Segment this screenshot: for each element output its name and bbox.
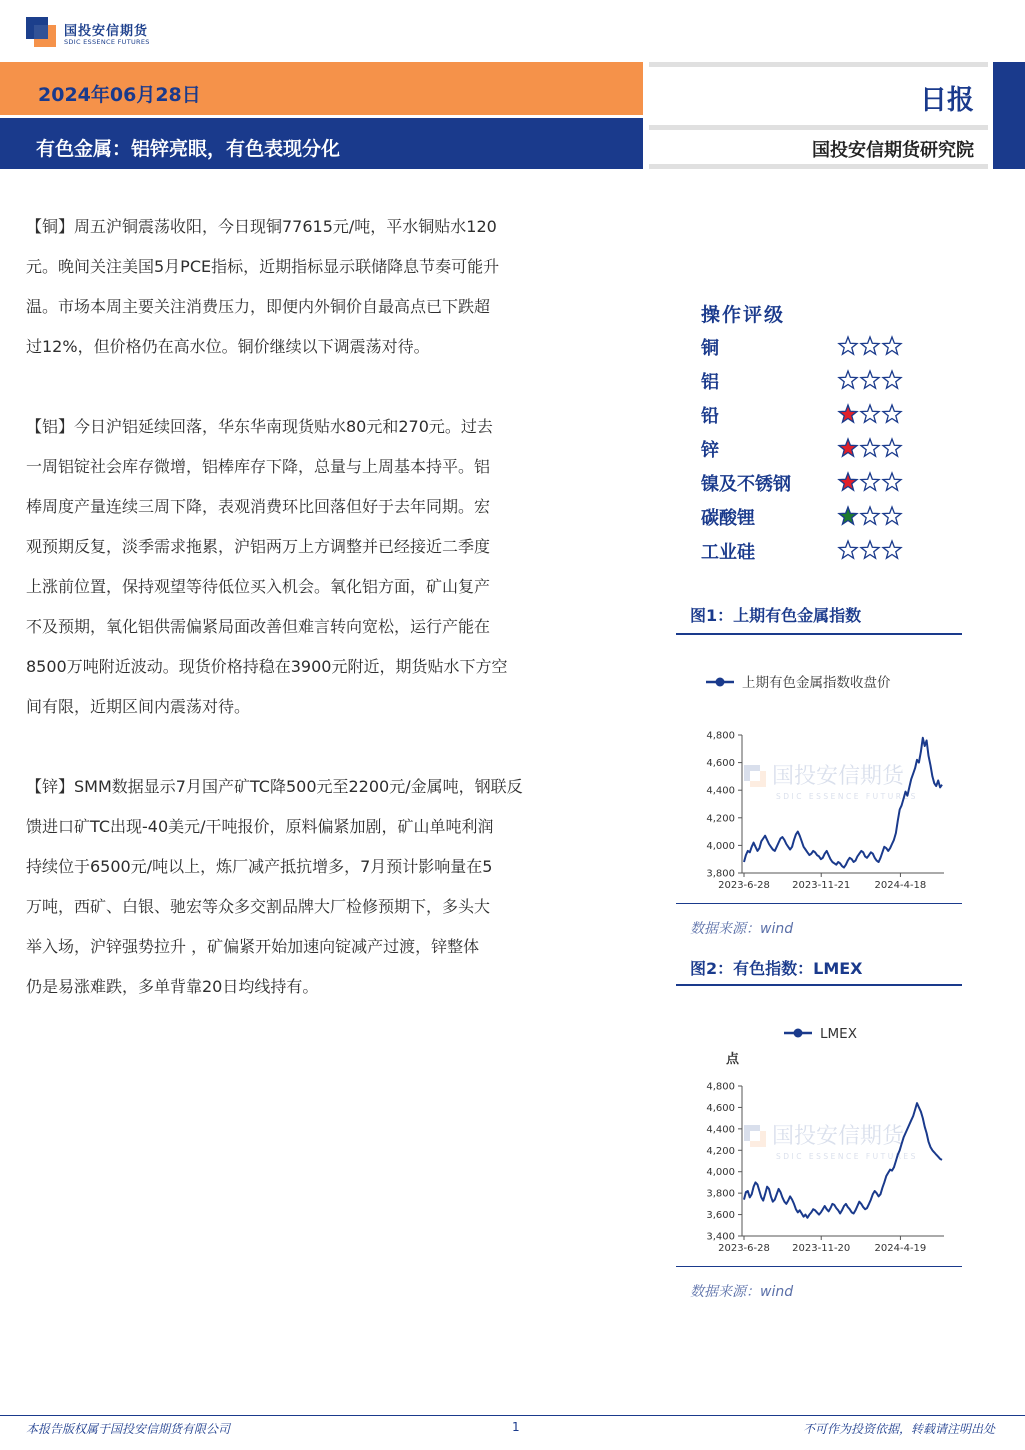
figure-1-top-rule — [676, 633, 962, 635]
paragraph-line: 仍是易涨难跌，多单背靠20日均线持有。 — [26, 977, 319, 996]
y-tick-label: 3,800 — [706, 868, 735, 880]
paragraph-line: 观预期反复，淡季需求拖累，沪铝两万上方调整并已经接近二季度 — [26, 537, 491, 556]
rating-row — [701, 334, 911, 364]
paragraph-line: 一周铝锭社会库存微增，铝棒库存下降，总量与上周基本持平。铝 — [26, 457, 491, 476]
star-outline-icon — [839, 337, 857, 354]
rating-name: 镍及不锈钢 — [701, 474, 791, 495]
rating-name: 碳酸锂 — [701, 508, 755, 529]
chart-legend — [706, 674, 891, 691]
star-outline-icon — [839, 541, 857, 558]
zinc-paragraph — [26, 767, 606, 1007]
paragraph-line: 棒周度产量连续三周下降，表观消费环比回落但好于去年同期。宏 — [26, 497, 491, 516]
watermark-logo-icon — [750, 1131, 766, 1147]
star-outline-icon — [883, 371, 901, 388]
y-tick-label: 4,400 — [706, 785, 735, 797]
report-date: 2024年06月28日 — [38, 84, 201, 106]
star-outline-icon — [839, 371, 857, 388]
star-outline-icon — [883, 507, 901, 524]
y-tick-label: 4,200 — [706, 813, 735, 825]
star-outline-icon — [883, 473, 901, 490]
star-filled-icon — [839, 507, 857, 524]
paragraph-line: 【锌】SMM数据显示7月国产矿TC降500元至2200元/金属吨，钢联反 — [26, 777, 523, 796]
watermark — [744, 1124, 918, 1161]
report-type: 日报 — [920, 85, 974, 116]
x-tick-label: 2023-6-28 — [718, 1243, 770, 1254]
paragraph-line: 馈进口矿TC出现-40美元/干吨报价，原料偏紧加剧，矿山单吨利润 — [26, 817, 494, 836]
rating-stars — [837, 403, 905, 425]
star-outline-icon — [883, 541, 901, 558]
paragraph-line: 万吨，西矿、白银、驰宏等众多交割品牌大厂检修预期下，多头大 — [26, 897, 491, 916]
rating-stars — [837, 335, 905, 357]
star-filled-icon — [839, 439, 857, 456]
x-tick-label: 2024-4-19 — [874, 1243, 927, 1254]
x-tick-label: 2023-11-21 — [792, 880, 851, 891]
y-tick-label: 4,800 — [706, 730, 735, 742]
star-outline-icon — [883, 337, 901, 354]
report-headline: 有色金属：铝锌亮眼，有色表现分化 — [36, 138, 341, 160]
paragraph-line: 过12%，但价格仍在高水位。铜价继续以下调震荡对待。 — [26, 337, 430, 356]
footer-rule — [0, 1415, 1025, 1416]
watermark-subtext: SDIC ESSENCE FUTURES — [776, 1152, 918, 1161]
page-number: 1 — [512, 1420, 520, 1434]
rating-row — [701, 470, 911, 500]
paragraph-line: 间有限，近期区间内震荡对待。 — [26, 697, 251, 716]
paragraph-line: 上涨前位置，保持观望等待低位买入机会。氧化铝方面，矿山复产 — [26, 577, 491, 596]
rating-row — [701, 504, 911, 534]
y-tick-label: 4,600 — [706, 758, 735, 770]
watermark-logo-icon — [744, 1125, 760, 1141]
x-tick-label: 2023-11-20 — [792, 1243, 851, 1254]
star-outline-icon — [861, 337, 879, 354]
paragraph-line: 【铜】周五沪铜震荡收阳，今日现铜77615元/吨，平水铜贴水120 — [26, 217, 497, 236]
figure-1-bottom-rule — [676, 903, 962, 904]
y-tick-label: 4,800 — [706, 1081, 735, 1093]
rating-stars — [837, 369, 905, 391]
figure-2-title: 图2：有色指数：LMEX — [690, 959, 863, 978]
y-tick-label: 3,400 — [706, 1231, 735, 1243]
rating-stars — [837, 539, 905, 561]
bottom-rule — [649, 164, 988, 169]
figure-1-chart — [676, 660, 962, 900]
paragraph-line: 温。市场本周主要关注消费压力，即便内外铜价自最高点已下跌超 — [26, 297, 491, 316]
legend-marker — [794, 1029, 803, 1038]
rating-stars — [837, 437, 905, 459]
star-outline-icon — [861, 541, 879, 558]
paragraph-line: 持续位于6500元/吨以上，炼厂减产抵抗增多，7月预计影响量在5 — [26, 857, 493, 876]
legend-marker — [716, 678, 725, 687]
x-tick-label: 2023-6-28 — [718, 880, 770, 891]
watermark-logo-icon — [744, 765, 760, 781]
report-type-box — [649, 62, 988, 169]
chart-legend — [784, 1026, 857, 1042]
watermark-text: 国投安信期货 — [772, 1124, 905, 1149]
rating-name: 锌 — [701, 440, 719, 461]
paragraph-line: 8500万吨附近波动。现货价格持稳在3900元附近，期货贴水下方空 — [26, 657, 508, 676]
legend-label: LMEX — [820, 1026, 857, 1042]
header-accent-bar — [993, 62, 1025, 169]
star-outline-icon — [883, 439, 901, 456]
figure-1-source: 数据来源：wind — [690, 921, 794, 937]
rating-row — [701, 402, 911, 432]
rating-name: 铝 — [701, 372, 719, 393]
y-tick-label: 3,600 — [706, 1210, 735, 1222]
footer-copyright: 本报告版权属于国投安信期货有限公司 — [26, 1422, 231, 1436]
rating-row — [701, 368, 911, 398]
rating-title: 操作评级 — [701, 304, 786, 326]
x-tick-label: 2024-4-18 — [874, 880, 927, 891]
star-filled-icon — [839, 405, 857, 422]
rating-name: 铜 — [701, 338, 719, 359]
figure-2-source: 数据来源：wind — [690, 1284, 794, 1300]
paragraph-line: 元。晚间关注美国5月PCE指标，近期指标显示联储降息节奏可能升 — [26, 257, 500, 276]
figure-2-chart — [676, 1010, 962, 1264]
top-rule — [649, 62, 988, 67]
logo-subtitle: SDIC ESSENCE FUTURES — [64, 38, 150, 46]
figure-2-top-rule — [676, 984, 962, 986]
paragraph-line: 举入场，沪锌强势拉升 ，矿偏紧开始加速向锭减产过渡，锌整体 — [26, 937, 480, 956]
logo-mark-icon — [26, 17, 56, 47]
series-line — [744, 738, 942, 868]
legend-label: 上期有色金属指数收盘价 — [742, 675, 891, 691]
watermark-subtext: SDIC ESSENCE FUTURES — [776, 792, 918, 801]
watermark — [744, 764, 918, 801]
institute-name: 国投安信期货研究院 — [812, 140, 974, 161]
star-outline-icon — [861, 507, 879, 524]
star-outline-icon — [861, 405, 879, 422]
star-outline-icon — [883, 405, 901, 422]
company-logo — [26, 14, 186, 54]
watermark-logo-icon — [750, 771, 766, 787]
footer-disclaimer: 不可作为投资依据，转载请注明出处 — [802, 1422, 995, 1436]
logo-name: 国投安信期货 — [64, 24, 149, 39]
paragraph-line: 【铝】今日沪铝延续回落，华东华南现货贴水80元和270元。过去 — [26, 417, 493, 436]
rating-name: 铅 — [701, 406, 719, 427]
watermark-text: 国投安信期货 — [772, 764, 905, 789]
copper-paragraph — [26, 207, 606, 367]
y-tick-label: 3,800 — [706, 1188, 735, 1200]
rating-stars — [837, 505, 905, 527]
y-tick-label: 4,400 — [706, 1124, 735, 1136]
y-tick-label: 4,000 — [706, 840, 735, 852]
star-outline-icon — [861, 439, 879, 456]
y-axis-label: 点 — [726, 1052, 740, 1067]
y-tick-label: 4,000 — [706, 1167, 735, 1179]
figure-1-title: 图1：上期有色金属指数 — [690, 606, 862, 625]
star-outline-icon — [861, 371, 879, 388]
rating-row — [701, 538, 911, 568]
middle-rule — [649, 125, 988, 130]
rating-name: 工业硅 — [701, 542, 755, 563]
figure-2-bottom-rule — [676, 1266, 962, 1267]
star-outline-icon — [861, 473, 879, 490]
rating-row — [701, 436, 911, 466]
star-filled-icon — [839, 473, 857, 490]
y-tick-label: 4,600 — [706, 1102, 735, 1114]
aluminum-paragraph — [26, 407, 606, 727]
paragraph-line: 不及预期，氧化铝供需偏紧局面改善但难言转向宽松，运行产能在 — [26, 617, 491, 636]
rating-stars — [837, 471, 905, 493]
y-tick-label: 4,200 — [706, 1145, 735, 1157]
